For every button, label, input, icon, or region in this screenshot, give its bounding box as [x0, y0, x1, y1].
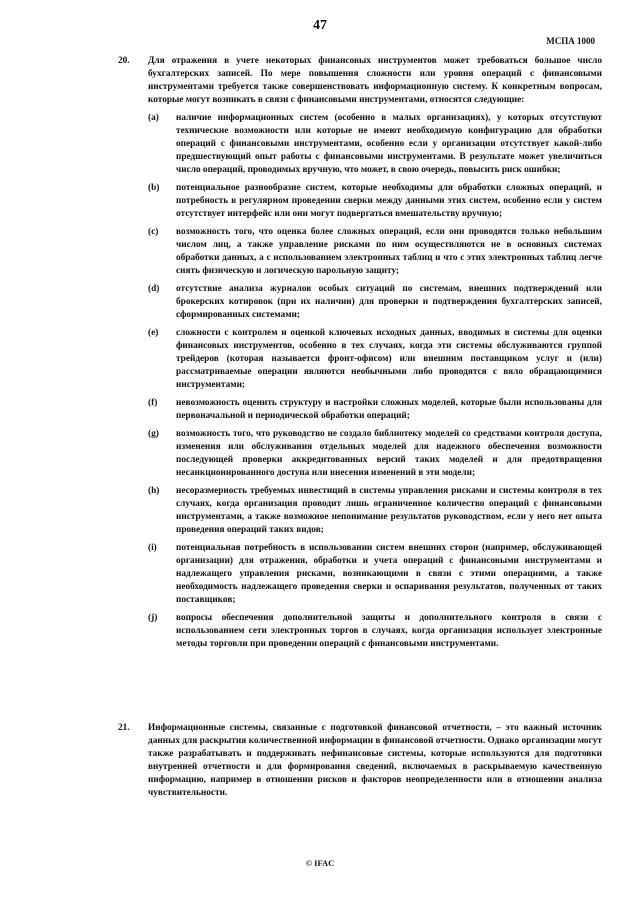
item-text: невозможность оценить структуру и настройки сложных моделей, которые были использованы для первоначальной и периодической обработки операций; — [176, 398, 602, 421]
list-item — [148, 327, 602, 392]
item-text: возможность того, что руководство не создало библиотеку моделей со средствами контроля доступа, изменения или обслуживания отдельных моделей для надежного обеспечения возможности последующей проверки аккредитованных версий таких моделей и для предотвращения несанкционированного доступа или внесения изменений в эти модели; — [176, 429, 602, 478]
item-text: потенциальная потребность в использовании систем внешних сторон (например, обслуживающей организации) для отражения, обработки и учета операций с финансовыми инструментами и надлежащего управления рисками, возникающими в связи с этими операциями, а также необходимость надлежащего проведения сверки и оспаривания результатов, полученных от таких поставщиков; — [176, 543, 602, 605]
paragraph-text: Для отражения в учете некоторых финансовых инструментов может требоваться большое число бухгалтерских записей. По мере повышения сложности или уровня операций с финансовыми инструментами требуется также совершенствовать информационную систему. К конкретным вопросам, которые могут возникать в связи с финансовыми инструментами, относятся следующие: — [148, 56, 602, 105]
list-item — [148, 283, 602, 322]
item-letter: (b) — [148, 183, 160, 193]
item-letter: (e) — [148, 328, 159, 338]
item-letter: (c) — [148, 227, 159, 237]
footer-copyright: © IFAC — [305, 858, 335, 868]
document-code: МСПА 1000 — [546, 36, 595, 46]
item-letter: (a) — [148, 113, 159, 123]
paragraph-text: Информационные системы, связанные с подготовкой финансовой отчетности, – это важный источник данных для раскрытия количественной информации в финансовой отчетности. Однако организации могут также разрабатывать и поддерживать нефинансовые системы, которые используются для подготовки внутренней отчетности и для формирования сведений, включаемых в раскрываемую качественную информацию, например в отношении рисков и факторов неопределенности или в отношении анализа чувствительности. — [148, 723, 602, 798]
list-item — [148, 182, 602, 221]
item-text: отсутствие анализа журналов особых ситуаций по системам, внешних подтверждений или брокерских котировок (при их наличии) для проверки и подтверждения бухгалтерских записей, сформированных системами; — [176, 284, 602, 320]
item-letter: (f) — [148, 398, 158, 408]
item-letter: (d) — [148, 284, 160, 294]
paragraph-20 — [118, 55, 602, 656]
list-item — [148, 397, 602, 423]
item-text: несоразмерность требуемых инвестиций в системы управления рисками и системы контроля в тех случаях, когда организация проводит лишь ограниченное количество операций с финансовыми инструментами, а также возможное непонимание результатов руководством, если у него нет опыта проведения операций таких видов; — [176, 486, 602, 535]
item-letter: (j) — [148, 613, 158, 623]
item-letter: (g) — [148, 429, 159, 439]
item-text: потенциальное разнообразие систем, которые необходимы для обработки сложных операций, и потребность в регулярном проведении сверки между данными этих систем, особенно если у систем отсутствует интерфейс или они могут подвергаться вмешательству вручную; — [176, 183, 602, 219]
item-text: наличие информационных систем (особенно в малых организациях), у которых отсутствуют технические возможности или которые не имеют необходимую конфигурацию для обработки операций с финансовыми инструментами, особенно если у организации отсутствует какой-либо предшествующий опыт работы с финансовыми инструментами. В результате может увеличиться число операций, проводимых вручную, что может, в свою очередь, повысить риск ошибки; — [176, 113, 602, 175]
item-letter: (h) — [148, 486, 160, 496]
item-list — [148, 112, 602, 651]
list-item — [148, 226, 602, 278]
item-text: сложности с контролем и оценкой ключевых исходных данных, вводимых в системы для оценки финансовых инструментов, особенно в тех случаях, когда эти системы обслуживаются группой трейдеров (которая называется фронт-офисом) или внешним поставщиком услуг и (или) рассматриваемые операции являются необычными либо проводятся с вяло обращающимися инструментами; — [176, 328, 602, 390]
list-item — [148, 428, 602, 480]
page-number: 47 — [313, 18, 327, 33]
list-item — [148, 485, 602, 537]
paragraph-number: 20. — [118, 56, 130, 66]
paragraph-number: 21. — [118, 723, 130, 733]
item-letter: (i) — [148, 543, 157, 553]
paragraph-21 — [118, 722, 602, 800]
list-item — [148, 112, 602, 177]
item-text: вопросы обеспечения дополнительной защиты и дополнительного контроля в связи с использованием сети электронных торгов в случаях, когда организация использует электронные методы торговли при проведении операций с финансовыми инструментами. — [176, 613, 602, 649]
list-item — [148, 542, 602, 607]
item-text: возможность того, что оценка более сложных операций, если они проводятся только небольшим числом лиц, а также управление рисками по ним осуществляются не в основных системах обработки данных, а с использованием электронных таблиц и что с этих электронных таблиц легче снять физическую и логическую парольную защиту; — [176, 227, 602, 276]
list-item — [148, 612, 602, 651]
